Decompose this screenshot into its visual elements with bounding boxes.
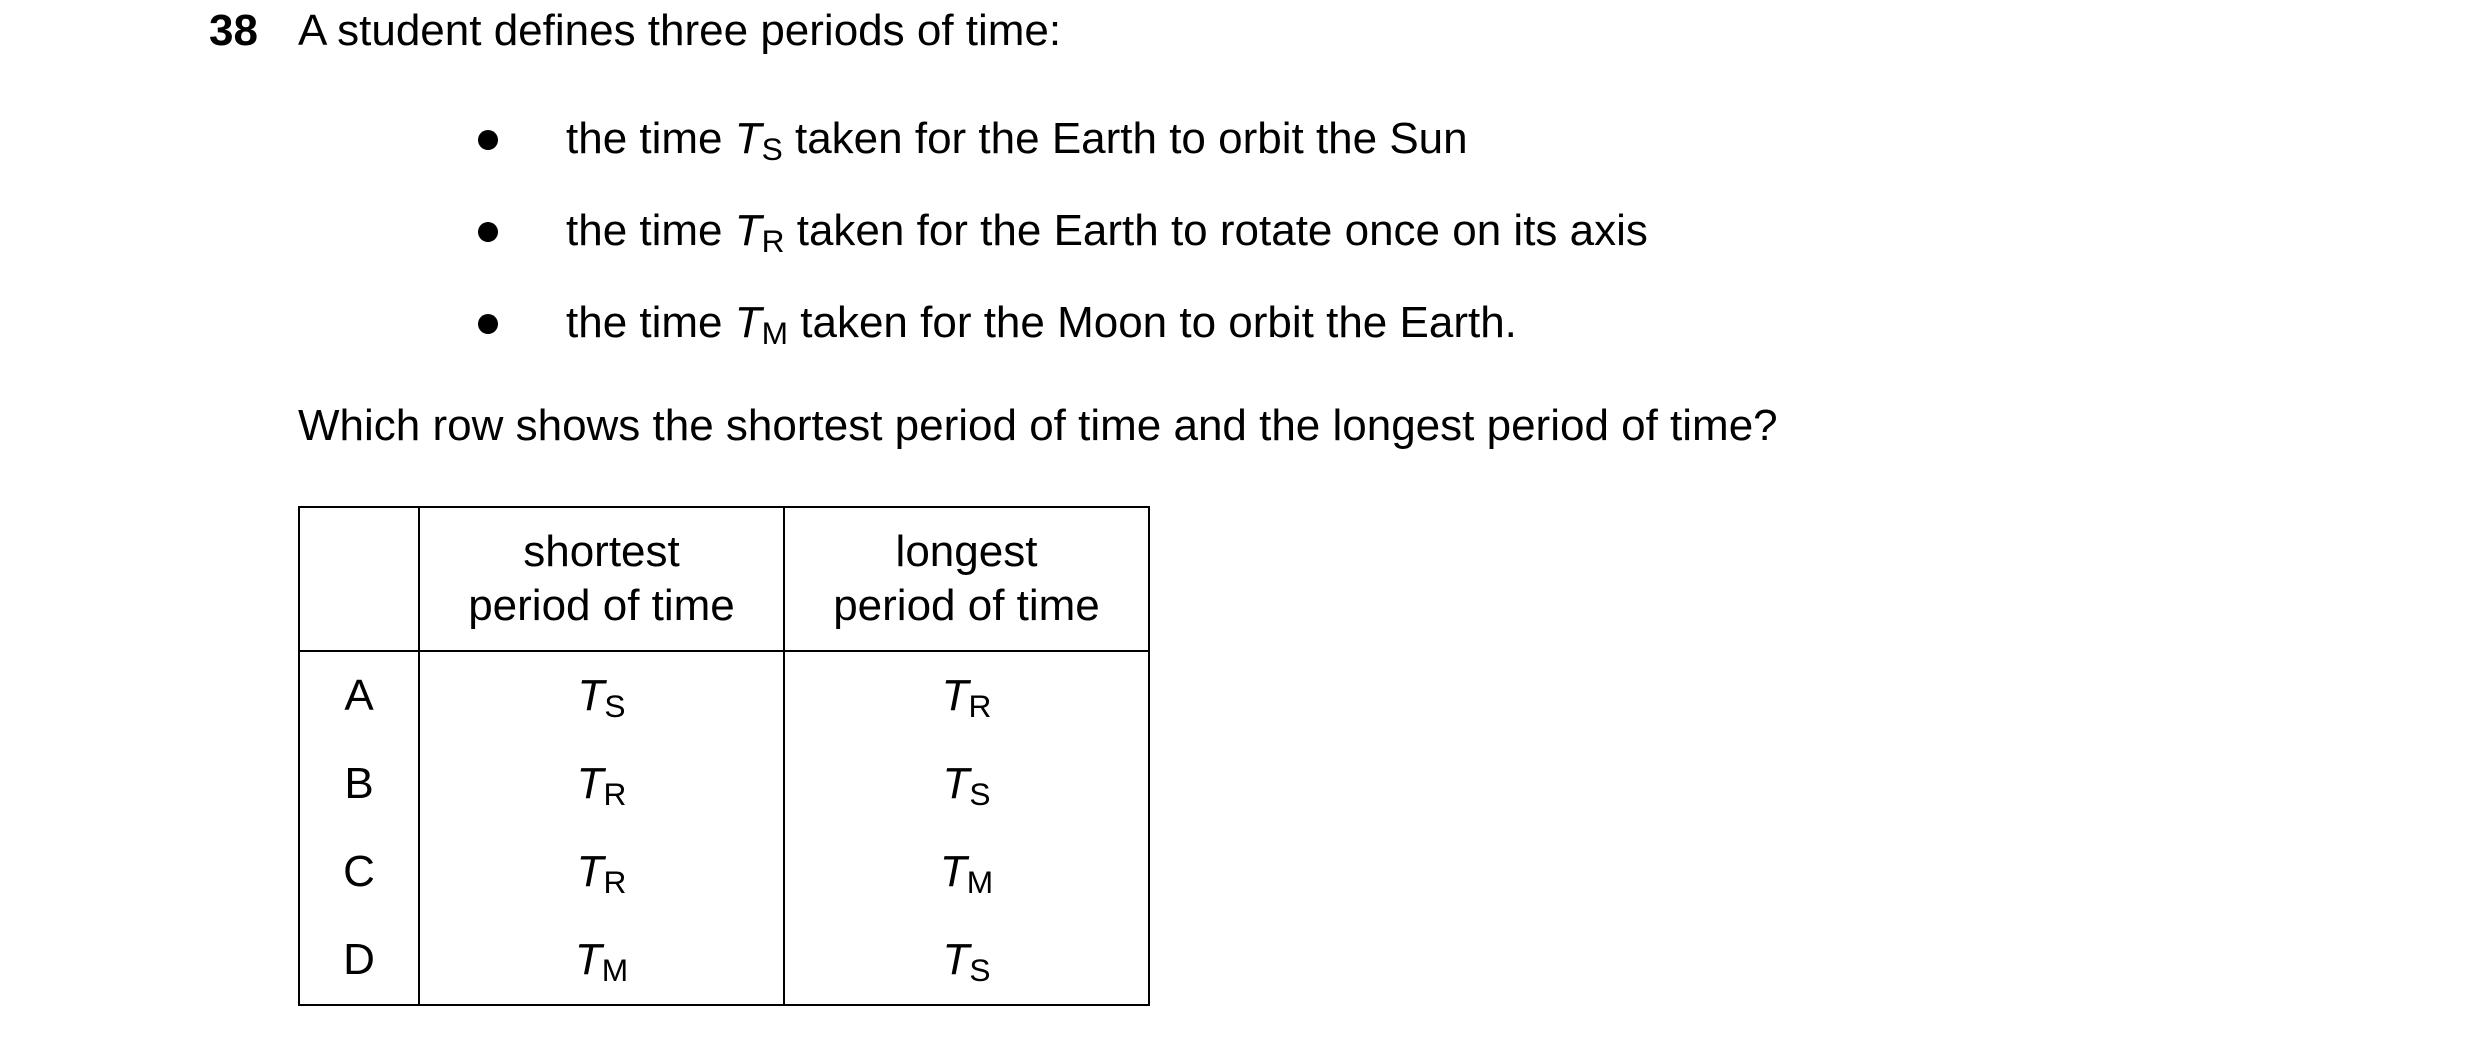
option-key-b: B <box>299 740 419 828</box>
option-key-a: A <box>299 651 419 740</box>
bullet-text: the time $T_R$ taken for the Earth to rotate once on its axis <box>566 206 1648 259</box>
period-symbol: $T_S$ <box>734 114 783 167</box>
table-row <box>299 916 1149 1005</box>
table-header-row <box>299 507 1149 651</box>
period-symbol: $T_R$ <box>734 206 785 259</box>
period-symbol: $T_M$ <box>734 298 789 351</box>
table-row <box>299 740 1149 828</box>
bullet-icon <box>478 314 498 334</box>
shortest-cell: $T_R$ <box>419 740 784 828</box>
shortest-cell: $T_M$ <box>419 916 784 1005</box>
bullet-text: the time $T_S$ taken for the Earth to orbit the Sun <box>566 114 1468 167</box>
table-row <box>299 651 1149 740</box>
header-shortest: shortest period of time <box>419 507 784 651</box>
header-blank-cell <box>299 507 419 651</box>
question-stem: A student defines three periods of time: <box>298 6 1062 55</box>
longest-cell: $T_M$ <box>784 828 1149 916</box>
header-longest: longest period of time <box>784 507 1149 651</box>
bullet-icon <box>478 130 498 150</box>
bullet-text: the time $T_M$ taken for the Moon to orbit the Earth. <box>566 298 1517 351</box>
bullet-icon <box>478 222 498 242</box>
table-row <box>299 828 1149 916</box>
question-prompt: Which row shows the shortest period of time and the longest period of time? <box>298 401 1778 450</box>
longest-cell: $T_S$ <box>784 916 1149 1005</box>
question-number: 38 <box>209 6 258 55</box>
option-key-d: D <box>299 916 419 1005</box>
answer-table <box>298 506 1150 1006</box>
shortest-cell: $T_S$ <box>419 651 784 740</box>
longest-cell: $T_S$ <box>784 740 1149 828</box>
option-key-c: C <box>299 828 419 916</box>
shortest-cell: $T_R$ <box>419 828 784 916</box>
longest-cell: $T_R$ <box>784 651 1149 740</box>
